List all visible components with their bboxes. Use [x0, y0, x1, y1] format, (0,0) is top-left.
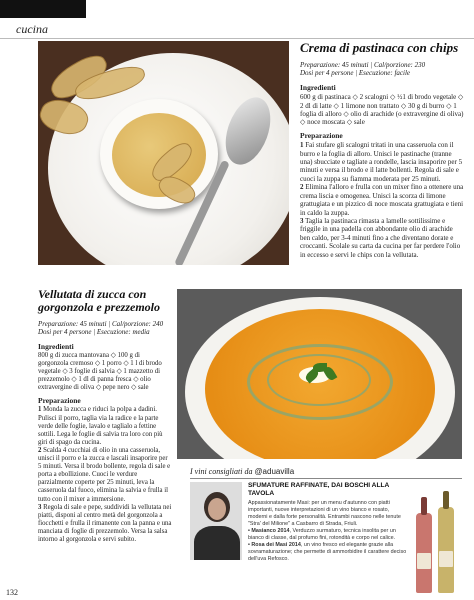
parsnip-soup-photo — [38, 41, 289, 265]
recipe-meta-line: Preparazione: 45 minuti | Cal/porzione: 240 — [38, 320, 164, 328]
recipe-meta-line: Dosi per 4 persone | Esecuzione: facile — [300, 69, 411, 78]
wine-title: I vini consigliati da @aduavilla — [190, 467, 295, 476]
wine-item: • Rosa dei Masi 2014, un vino fresco ed elegante grazie alla sovramaturazione; che permette di ammorbidire il carattere deciso dell'uva Refosco. — [248, 542, 407, 562]
wine-bottle-white — [438, 507, 454, 593]
ingredients-list: 800 g di zucca mantovana ◇ 100 g di gorgonzola cremoso ◇ 1 porro ◇ 1 l di brodo vegetale ◇ 3 foglie di salvia ◇ 1 mazzetto di prezzemolo ◇ 1 dl di panna fresca ◇ olio extravergine di oliva ◇ pepe nero ◇ sale — [38, 351, 162, 392]
sommelier-photo — [190, 482, 242, 560]
preparation-step: 3 Taglia la pastinaca rimasta a lamelle sottilissime e friggile in una padella con abbondante olio di arachide ben caldo, per 3-4 minuti fino a che diventano dorate e croccanti. Scolale su carta da cucina per far perdere l'olio in eccesso e servi le chips con la vellutata. — [300, 216, 461, 259]
header-black-tab — [0, 0, 86, 18]
wine-description — [248, 482, 408, 563]
preparation-step: 1 Fai stufare gli scalogni tritati in una casseruola con il burro e la foglia di alloro. Unisci le pastinache (tranne una) sbucciate e tagliate a rondelle, lascia insaporire per 5 minuti e versa il brodo e il latte bollenti. Regola di sale e cuoci la zuppa su fiamma moderata per 25 minuti. — [300, 141, 463, 183]
preparation-heading: Preparazione — [38, 396, 81, 406]
wine-item: • Masianco 2014, Verduzzo surmaturo, tecnica insolita per un bianco di classe, dal profumo fini, rotondità e corpo nel calice. — [248, 528, 396, 541]
section-label: cucina — [16, 22, 48, 36]
wine-rule — [190, 478, 462, 479]
preparation-step: 1 Monda la zucca e riduci la polpa a dadini. Pulisci il porro, taglia via la radice e la parte verde delle foglie, lavalo e taglialo a fettine sottili. Lega le foglie di salvia tra loro con più giri di spago da cucina. — [38, 406, 163, 446]
preparation-heading: Preparazione — [300, 130, 343, 140]
ingredients-heading: Ingredienti — [38, 341, 74, 351]
recipe-meta-line: Preparazione: 45 minuti | Cal/porzione: 230 — [300, 61, 426, 69]
ingredients-list: 600 g di pastinaca ◇ 2 scalogni ◇ ½1 di brodo vegetale ◇ 2 dl di latte ◇ 1 limone non trattato ◇ 30 g di burro ◇ 1 foglia di alloro ◇ olio di arachide (o extravergine di oliva) ◇ noce moscata ◇ sale — [300, 93, 464, 127]
recipe-crema-pastinaca — [300, 41, 464, 259]
wine-handle: @aduavilla — [254, 467, 295, 476]
recipe-meta — [38, 320, 172, 337]
preparation-step: 3 Regola di sale e pepe, suddividi la vellutata nei piatti, disponi al centro metà del gorgonzola a fiocchetti e frulla il rimanente con la panna e una manciata di foglie di prezzemolo. Versa la salsa intorno al gorgonzola e servi subito. — [38, 503, 172, 543]
recipe-meta — [300, 61, 464, 78]
ingredients-heading: Ingredienti — [300, 82, 336, 92]
wine-headline: SFUMATURE RAFFINATE, DAI BOSCHI ALLA TAVOLA — [248, 482, 390, 497]
recipe-meta-line: Dosi per 4 persone | Esecuzione: media — [38, 328, 150, 337]
wine-recommendation — [190, 467, 462, 599]
recipe-title: Vellutata di zucca con gorgonzola e prezzemolo — [38, 287, 161, 314]
preparation-step: 2 Scalda 4 cucchiai di olio in una casseruola, unisci il porro e la zucca e lascali insaporire per 5 minuti. Versa il brodo bollente, regola di sale e porta a ebollizione. Cuoci le verdure parzialmente coperte per 25 minuti, leva la casseruola dal fuoco, elimina la salvia e frulla il tutto con il mixer a immersione. — [38, 446, 171, 503]
preparation-step: 2 Elimina l'alloro e frulla con un mixer fino a ottenere una crema liscia e omogenea. Unisci la scorza di limone grattugiata e un pizzico di noce moscata grattugiata e tieni in caldo la zuppa. — [300, 183, 464, 217]
page-number: 132 — [6, 588, 18, 597]
wine-bottle-rose — [416, 513, 432, 593]
pumpkin-soup-photo — [177, 289, 462, 459]
recipe-title: Crema di pastinaca con chips — [300, 40, 459, 55]
section-rule — [0, 38, 474, 39]
wine-intro-text: Appassionatamente Masi: per un menu d'autunno con piatti importanti, nuove interpretazioni di un vino bianco e rosato, moderni e dalla forte personalità. Entrambi nascono nelle tenute "Stra' del Milione" a Casbarro di Strada, Friuli. — [248, 500, 401, 527]
recipe-vellutata-zucca — [38, 288, 172, 544]
